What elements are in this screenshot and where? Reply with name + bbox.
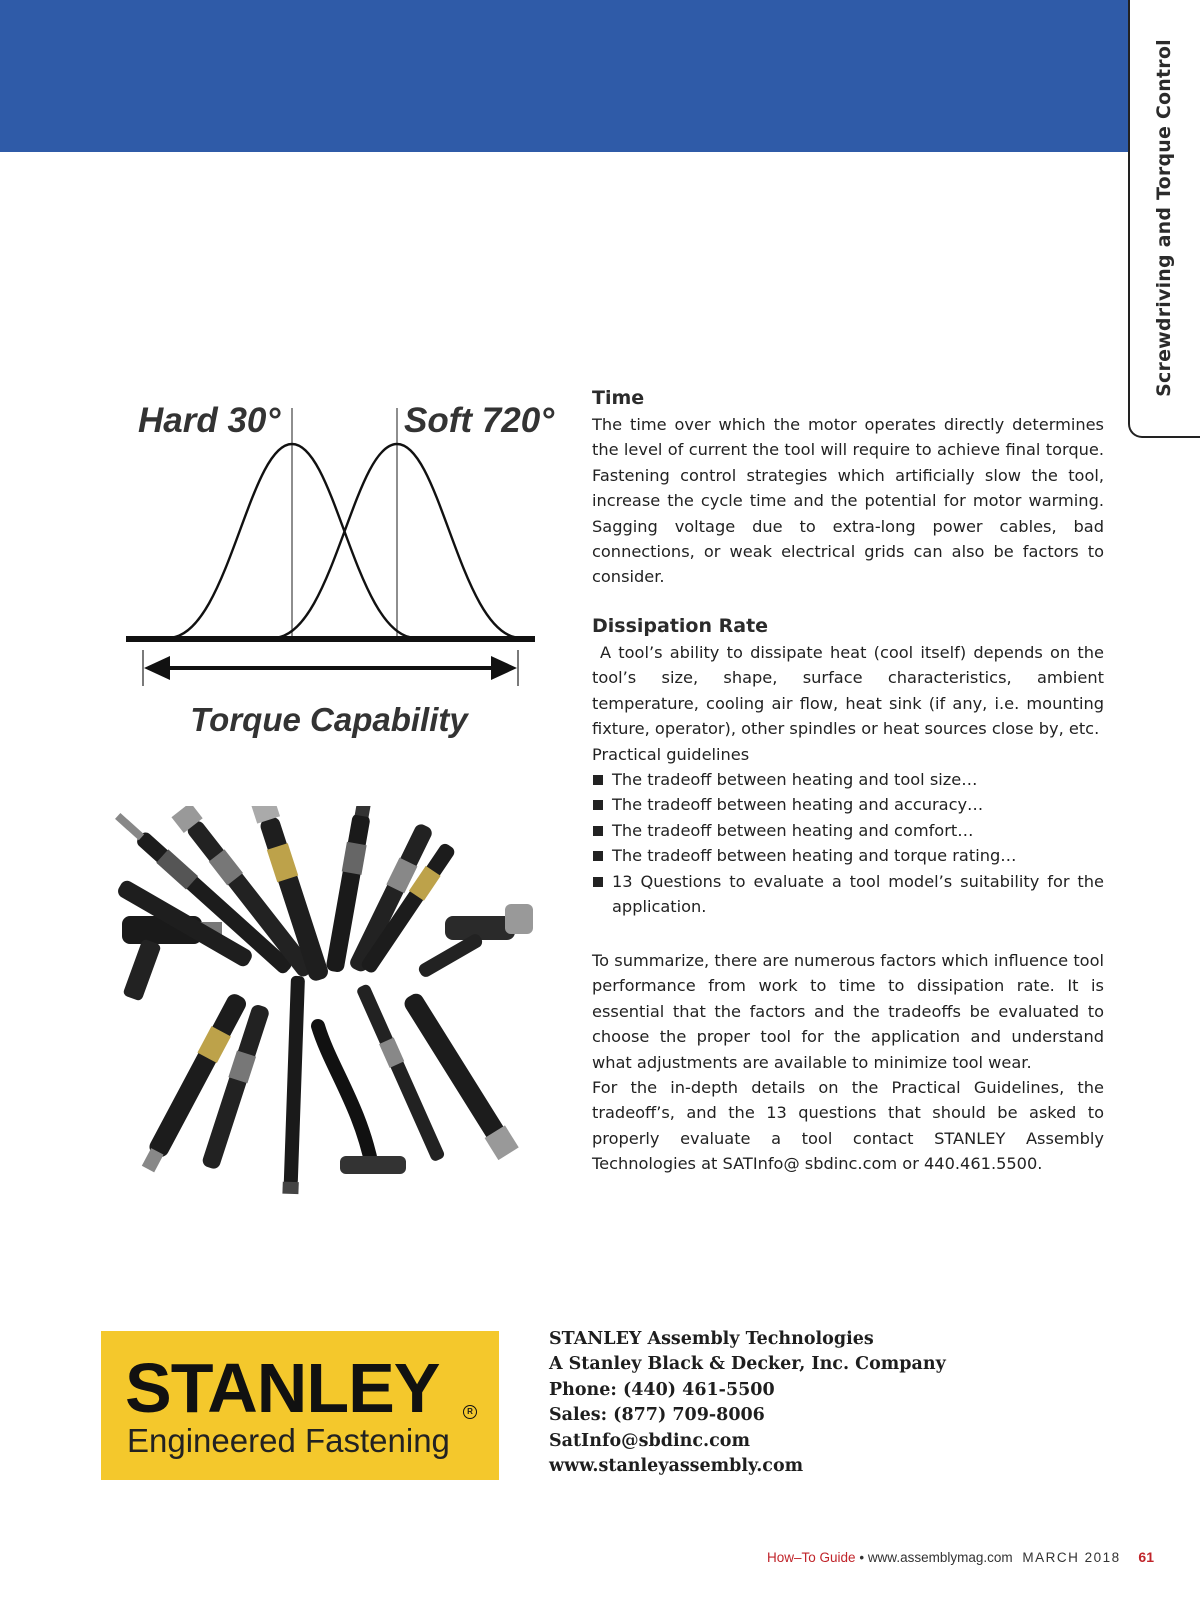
list-item: The tradeoff between heating and torque rating… [592, 843, 1104, 868]
contact-paragraph: For the in-depth details on the Practical Guidelines, the tradeoff’s, and the 13 questions that should be asked to properly evaluate a tool contact STANLEY Assembly Technologies at SATInfo@ sbdinc.com or 440.461.5500. [592, 1078, 1104, 1174]
guidelines-list [592, 767, 1104, 919]
range-arrowhead-right [491, 656, 517, 680]
soft-label: Soft 720° [404, 401, 555, 440]
tool-lower-12 [282, 976, 306, 1194]
footer-site-link[interactable]: www.assemblymag.com [867, 1550, 1013, 1565]
guidelines-label: Practical guidelines [592, 744, 750, 764]
tools-illustration [100, 806, 540, 1226]
dissipation-section [592, 614, 1104, 919]
torque-capability-label: Torque Capability [190, 701, 468, 738]
company-name: STANLEY Assembly Technologies [549, 1329, 874, 1349]
range-arrowhead-left [144, 656, 170, 680]
footer-separator: • [859, 1550, 865, 1565]
time-heading: Time [592, 387, 645, 409]
dissipation-body: A tool’s ability to dissipate heat (cool itself) depends on the tool’s size, shape, surface characteristics, ambient temperature, cooling air flow, heat sink (if any, i.e. mounting fixture, operator), other spindles or heat sources close by, etc. [592, 643, 1104, 739]
tool-lower-13-head [340, 1156, 406, 1174]
footer-guide-label: How–To Guide [766, 1550, 856, 1565]
sales-number: Sales: (877) 709-8006 [549, 1405, 765, 1426]
page-number: 61 [1138, 1549, 1154, 1565]
section-tab-label: Screwdriving and Torque Control [1153, 39, 1175, 397]
time-section [592, 386, 1104, 590]
bullet-square-icon [593, 800, 603, 810]
footer-issue-date: MARCH 2018 [1022, 1550, 1121, 1565]
bullet-square-icon [593, 851, 603, 861]
dissipation-heading: Dissipation Rate [592, 615, 769, 637]
phone-number: Phone: (440) 461-5500 [549, 1379, 775, 1400]
stanley-logo [101, 1331, 499, 1480]
time-body: The time over which the motor operates directly determines the level of current the tool will require to achieve final torque. Fastening control strategies which artificially slow the tool, increase the cycle time and the potential for motor warming. Sagging voltage due to extra-long power cables, bad connections, or weak electrical grids can also be factors to consider. [592, 415, 1104, 587]
summary-section [592, 948, 1104, 1177]
tool-lower-15 [400, 990, 519, 1160]
hard-label: Hard 30° [138, 401, 281, 440]
torque-distribution-figure [118, 398, 558, 748]
email-link[interactable]: SatInfo@sbdinc.com [549, 1430, 750, 1451]
torque-axis [126, 636, 535, 642]
summary-paragraph: To summarize, there are numerous factors which influence tool performance from work to time to dissipation rate. It is essential that the factors and the tradeoffs be evaluated to choose the proper tool for the application and understand what adjustments are available to minimize tool wear. [592, 951, 1104, 1072]
header-band [0, 0, 1128, 152]
page-footer [767, 1549, 1154, 1565]
tool-lower-13 [318, 1026, 372, 1166]
list-item: 13 Questions to evaluate a tool model’s suitability for the application. [592, 869, 1104, 920]
logo-wordmark: STANLEY [125, 1349, 440, 1427]
logo-tagline: Engineered Fastening [127, 1422, 450, 1459]
website-link[interactable]: www.stanleyassembly.com [549, 1456, 804, 1477]
list-item: The tradeoff between heating and accuracy… [592, 792, 1104, 817]
contact-block [549, 1327, 946, 1479]
bullet-square-icon [593, 877, 603, 887]
list-item: The tradeoff between heating and comfort… [592, 818, 1104, 843]
parent-company: A Stanley Black & Decker, Inc. Company [549, 1354, 946, 1375]
list-item: The tradeoff between heating and tool size… [592, 767, 1104, 792]
bullet-square-icon [593, 775, 603, 785]
tool-pistol-7 [417, 904, 533, 979]
bullet-square-icon [593, 826, 603, 836]
registered-icon: R [463, 1405, 477, 1419]
